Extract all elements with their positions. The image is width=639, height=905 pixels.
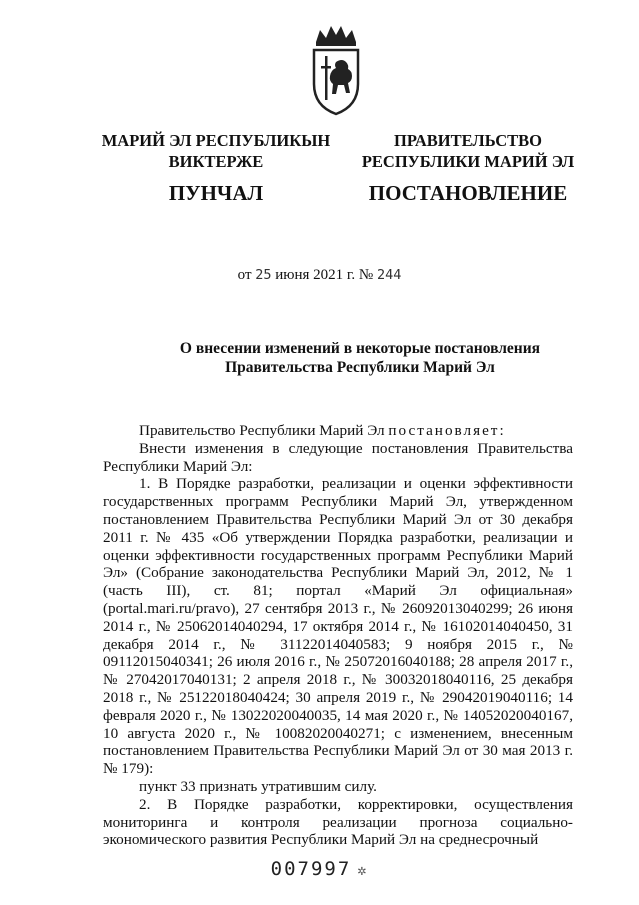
dateline-day: 25 [255,267,272,283]
paragraph-1: Внести изменения в следующие постановления Правительства Республики Марий Эл: [103,439,573,475]
dateline-number: 244 [376,267,402,283]
intro-subject: Правительство Республики Марий Эл [139,422,385,439]
document-body [103,422,573,849]
header-left-title: ПУНЧАЛ [168,181,264,205]
document-subject [100,339,620,377]
header-right-line1: ПРАВИТЕЛЬСТВО [394,131,542,150]
paragraph-4: 2. В Порядке разработки, корректировки, осуществления мониторинга и контроля реализации прогноза социально-экономического развития Республики Марий Эл на среднесрочный [103,795,573,849]
paragraph-3: пункт 33 признать утратившим силу. [139,777,377,795]
dateline-month-year: июня 2021 г. № [275,267,374,283]
header-right-title: ПОСТАНОВЛЕНИЕ [368,181,568,205]
header-right-line2: РЕСПУБЛИКИ МАРИЙ ЭЛ [361,152,575,171]
subject-line1: О внесении изменений в некоторые постановления [179,340,541,357]
header-right [352,130,584,206]
footer-mark: ✲ [357,861,369,879]
document-dateline [0,267,639,284]
intro-paragraph [103,422,573,440]
header-left-line1: МАРИЙ ЭЛ РЕСПУБЛИКЫН [101,131,331,150]
document-footer [0,858,639,880]
header-left-line2: ВИКТЕРЖЕ [168,152,264,171]
header-left [96,130,336,206]
serial-number: 007997 [270,858,352,880]
subject-line2: Правительства Республики Марий Эл [225,359,495,376]
marii-el-coat-of-arms-icon [302,22,370,116]
dateline-prefix: от [237,267,252,283]
paragraph-2: 1. В Порядке разработки, реализации и оценки эффективности государственных программ Республики Марий Эл, утвержденном постановлением Правительства Республики Марий Эл от 30 декабря 2011 г. № 435 «Об утверждении Порядка разработки, реализации и оценки эффективности государственных программ Республики Марий Эл» (Собрание законодательства Республики Марий Эл, 2012, № 1 (часть III), ст. 81; портал «Марий Эл официальная» (portal.mari.ru/pravo), 27 сентября 2013 г., № 26092013040299; 26 июня 2014 г., № 25062014040294, 17 октября 2014 г., № 16102014040450, 31 декабря 2014 г., № 31122014040583; 9 ноября 2015 г., № 09112015040341; 26 июля 2016 г., № 25072016040188; 28 апреля 2017 г., № 27042017040131; 2 апреля 2018 г., № 30032018040116, 25 декабря 2018 г., № 25122018040424; 30 апреля 2019 г., № 29042019040116; 14 февраля 2020 г., № 13022020040035, 14 мая 2020 г., № 14052020040167, 10 августа 2020 г., № 10082020040271; с изменением, внесенным постановлением Правительства Республики Марий Эл от 30 мая 2013 г. № 179): [103,475,573,778]
intro-verb: постановляет: [388,422,506,439]
